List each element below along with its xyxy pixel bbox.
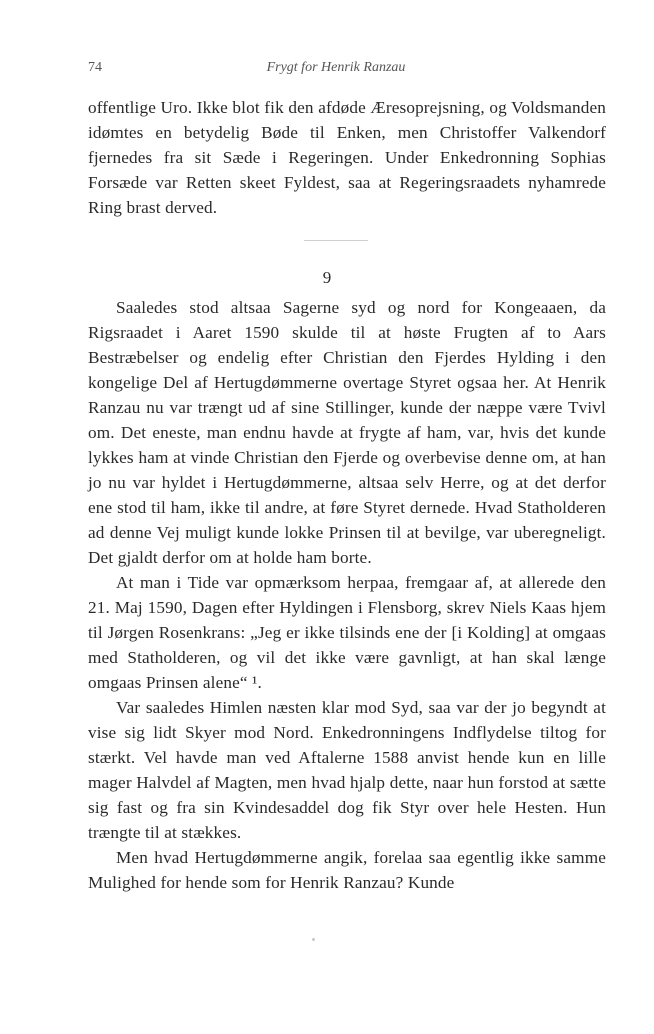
paragraph: Saaledes stod altsaa Sagerne syd og nord for Kongeaaen, da Rigsraadet i Aaret 1590 skulde til at høste Frugten af to Aars Bestræbelser og endelig efter Christian den Fjerdes Hylding i den kongelige Del af Hertugdømmerne overtage Styret ogsaa her. At Henrik Ranzau nu var trængt ud af sine Stillinger, kunde der næppe være Tvivl om. Det eneste, man endnu havde at frygte af ham, var, hvis det kunde lykkes ham at vinde Christian den Fjerde og overbevise denne om, at han jo nu var hyldet i Hertugdømmerne, altsaa selv Herre, og at det derfor ene stod til ham, ikke til andre, at føre Styret dernede. Hvad Statholderen ad denne Vej muligt kunde lokke Prinsen til at bevilge, var uberegneligt. Det gjaldt derfor om at holde ham borte. (88, 298, 606, 567)
section-divider (304, 240, 368, 241)
intro-text-block (88, 95, 606, 220)
running-title: Frygt for Henrik Ranzau (266, 60, 406, 75)
intro-paragraph: offentlige Uro. Ikke blot fik den afdøde Æresoprejsning, og Voldsmanden idømtes en betydelig Bøde til Enken, men Christoffer Valkendorf fjernedes fra sit Sæde i Regeringen. Under Enkedronning Sophias Forsæde var Retten skeet Fyldest, saa at Regeringsraadets nyhamrede Ring brast derved. (88, 98, 606, 217)
page-number: 74 (88, 60, 102, 75)
page-dot (312, 938, 315, 941)
section-number: 9 (322, 268, 332, 287)
section-text-block (88, 295, 606, 895)
paragraph: At man i Tide var opmærksom herpaa, fremgaar af, at allerede den 21. Maj 1590, Dagen efter Hyldingen i Flensborg, skrev Niels Kaas hjem til Jørgen Rosenkrans: „Jeg er ikke tilsinds ene der [i Kolding] at omgaas med Statholderen, og vil det ikke være gavnligt, at han skal længe omgaas Prinsen alene“ ¹. (88, 573, 606, 692)
paragraph: Men hvad Hertugdømmerne angik, forelaa saa egentlig ikke samme Mulighed for hende som for Henrik Ranzau? Kunde (88, 848, 606, 892)
page-header (88, 60, 584, 80)
paragraph: Var saaledes Himlen næsten klar mod Syd, saa var der jo begyndt at vise sig lidt Skyer mod Nord. Enkedronningens Indflydelse tiltog for stærkt. Vel havde man ved Aftalerne 1588 anvist hende kun en lille mager Halvdel af Magten, men hvad hjalp dette, naar hun forstod at sætte sig fast og fra sin Kvindesaddel dog fik Styr over hele Hesten. Hun trængte til at stækkes. (88, 698, 606, 842)
